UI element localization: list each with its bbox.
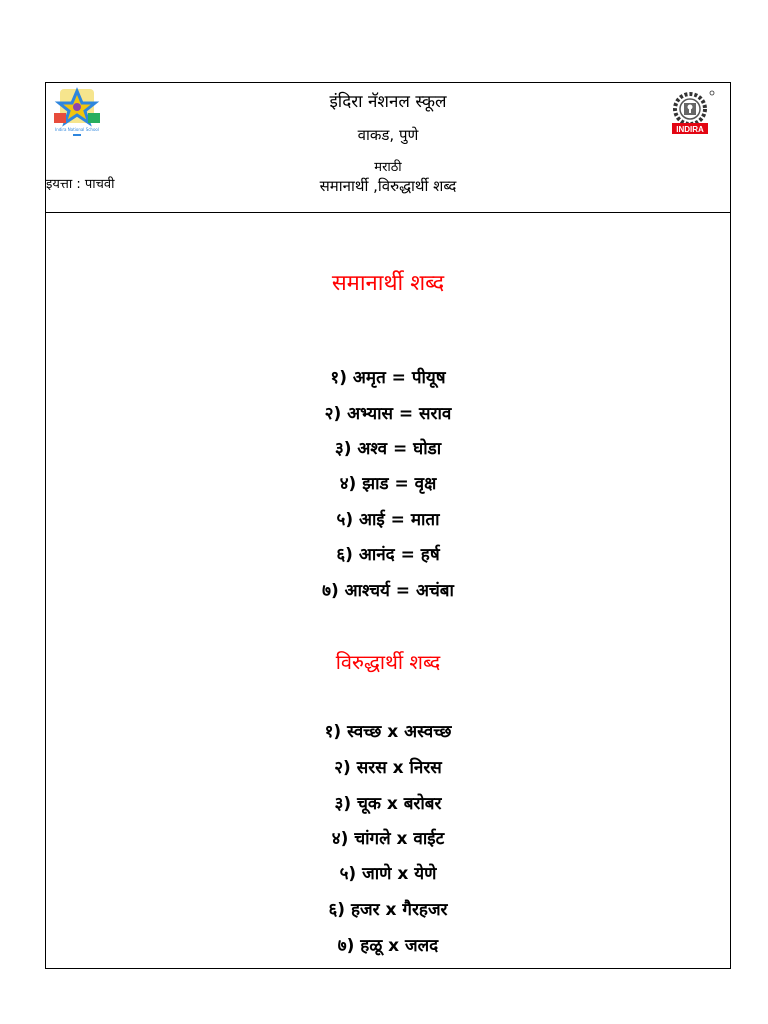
antonym-item: २) सरस x निरस <box>334 758 442 778</box>
subject-label: मराठी <box>374 160 402 175</box>
synonym-item: ५) आई = माता <box>336 510 440 530</box>
synonyms-heading: समानार्थी शब्द <box>331 271 445 296</box>
synonym-item: ३) अश्व = घोडा <box>334 439 442 459</box>
indira-logo-text: INDIRA <box>676 125 704 134</box>
synonym-item: २) अभ्यास = सराव <box>324 404 452 424</box>
school-place: वाकड, पुणे <box>357 126 419 144</box>
school-name: इंदिरा नॅशनल स्कूल <box>329 92 447 112</box>
worksheet-header <box>46 83 730 213</box>
antonym-item: १) स्वच्छ x अस्वच्छ <box>324 722 452 742</box>
synonym-item: ४) झाड = वृक्ष <box>339 474 437 494</box>
antonyms-heading: विरुद्धार्थी शब्द <box>335 650 441 674</box>
synonym-item: ७) आश्चर्य = अचंबा <box>322 581 454 601</box>
synonym-item: १) अमृत = पीयूष <box>330 368 446 388</box>
grade-label: इयत्ता : पाचवी <box>46 177 115 192</box>
topic-label: समानार्थी ,विरुद्धार्थी शब्द <box>319 177 457 195</box>
antonym-item: ६) हजर x गैरहजर <box>328 900 448 920</box>
worksheet-page <box>45 82 731 969</box>
synonym-item: ६) आनंद = हर्ष <box>336 545 440 565</box>
school-logo-text: Indira National School <box>55 127 99 132</box>
antonym-item: ५) जाणे x येणे <box>339 864 437 884</box>
antonym-item: ४) चांगले x वाईट <box>331 829 445 849</box>
antonym-item: ३) चूक x बरोबर <box>334 794 442 814</box>
antonym-item: ७) हळू x जलद <box>337 936 439 956</box>
